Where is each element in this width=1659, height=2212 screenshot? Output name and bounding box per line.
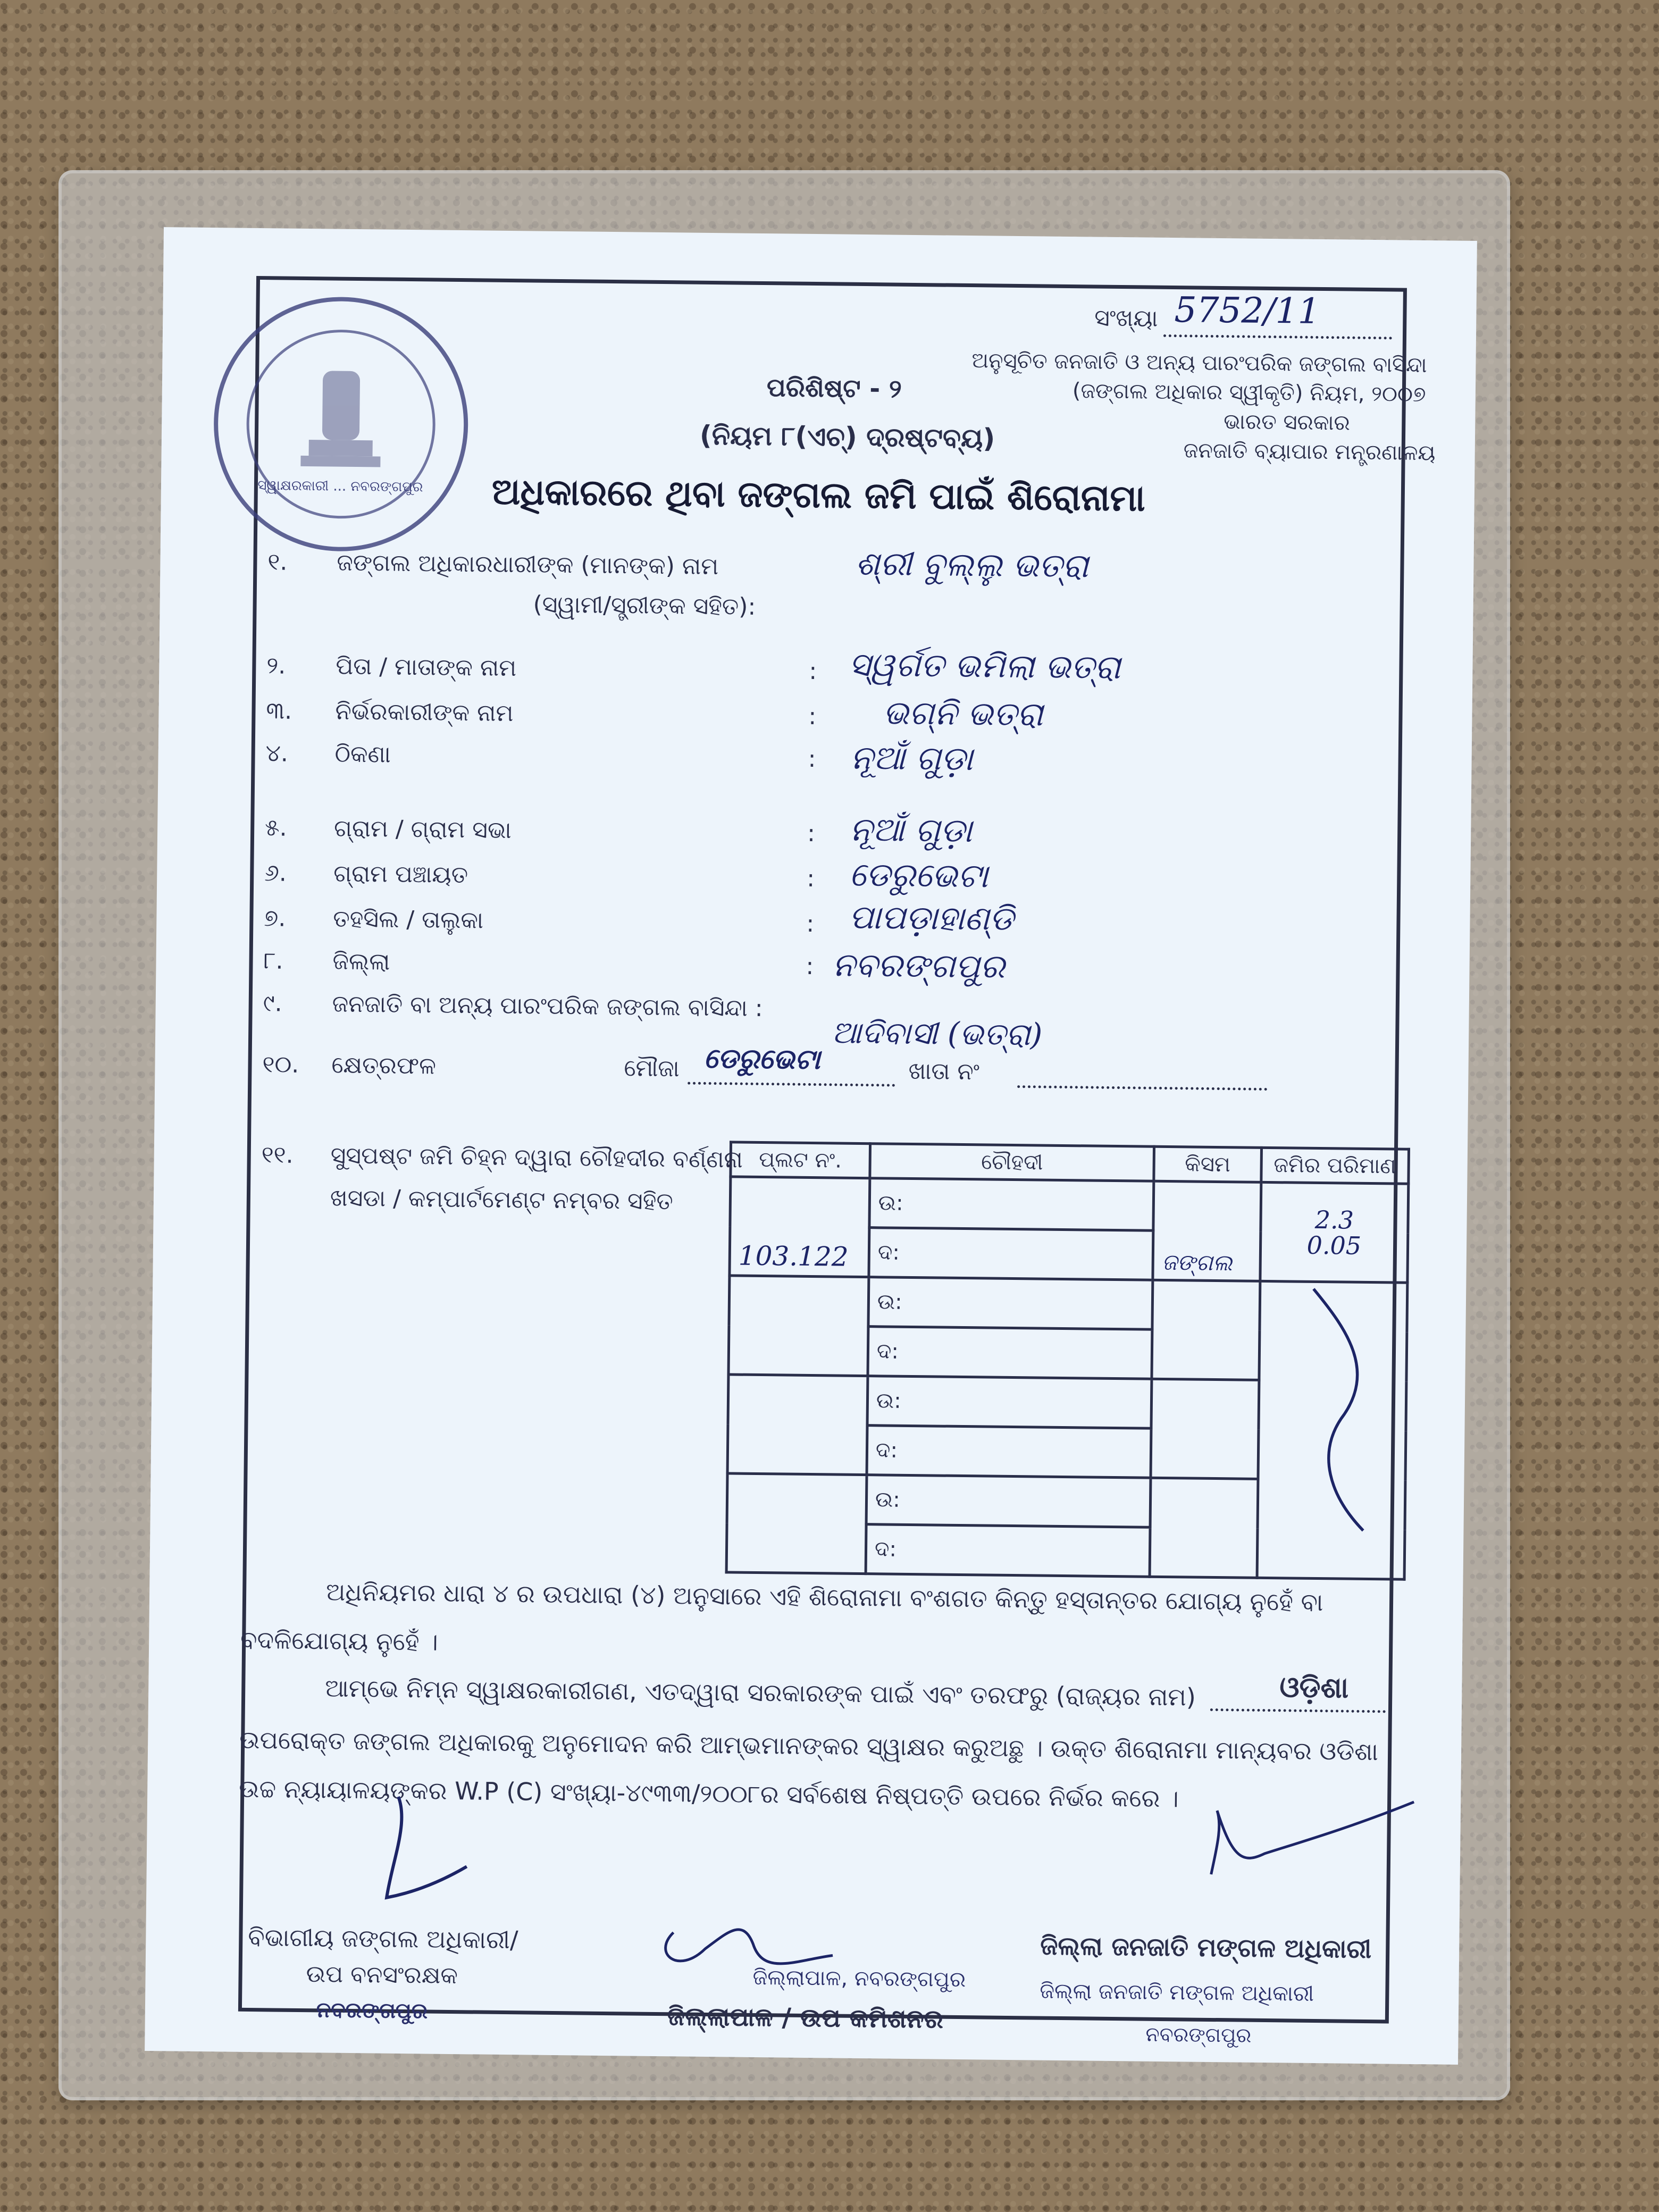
field-10-label: କ୍ଷେତ୍ରଫଳ bbox=[331, 1051, 437, 1080]
column-kisam: କିସମ bbox=[1154, 1146, 1261, 1182]
field-6-number: ୬. bbox=[264, 859, 287, 887]
field-2-number: ୨. bbox=[266, 652, 286, 680]
right-stamp-line-1: ଜିଲ୍ଲା ଜନଜାତି ମଙ୍ଗଳ ଅଧିକାରୀ bbox=[1040, 1979, 1314, 2006]
field-8-value: ନବରଙ୍ଗପୁର bbox=[832, 945, 1006, 986]
left-signatory-line-1: ବିଭାଗୀୟ ଜଙ୍ଗଲ ଅଧିକାରୀ/ bbox=[248, 1922, 518, 1955]
right-stamp-line-2: ନବରଙ୍ଗପୁର bbox=[1145, 2022, 1252, 2047]
khata-label: ଖାତା ନଂ bbox=[908, 1057, 980, 1086]
area-value-1: 2.3 bbox=[1314, 1205, 1354, 1235]
field-11-number: ୧୧. bbox=[261, 1141, 294, 1169]
paragraph-approval: ଉପରୋକ୍ତ ଜଙ୍ଗଲ ଅଧିକାରକୁ ଅନୁମୋଦନ କରି ଆମ୍ଭମାନଙ୍କର ସ୍ୱାକ୍ଷର କରୁଅଛୁ । ଉକ୍ତ ଶିରୋନାମା ମାନ୍ୟବର ଓଡିଶା ଉଚ୍ଚ ନ୍ୟାୟାଳୟଙ୍କର W.P (C) ସଂଖ୍ୟା-୪୯୩୩/୨୦୦୮ର ସର୍ବଶେଷ ନିଷ୍ପତ୍ତି ଉପରେ ନିର୍ଭର କରେ । bbox=[238, 1725, 1379, 1813]
field-5-colon: : bbox=[807, 819, 816, 848]
field-1-number: ୧. bbox=[267, 548, 288, 576]
seal-text: ସ୍ୱାକ୍ଷରକାରୀ ... ନବରଙ୍ଗପୁର bbox=[257, 477, 423, 496]
field-7-colon: : bbox=[806, 910, 815, 938]
north-cell: ଉ: bbox=[866, 1475, 1151, 1528]
field-4-colon: : bbox=[808, 745, 816, 773]
field-1-label-2: (ସ୍ୱାମୀ/ସ୍ତ୍ରୀଙ୍କ ସହିତ): bbox=[533, 591, 756, 621]
north-cell: ଉ: bbox=[869, 1178, 1154, 1231]
mouza-label: ମୌଜା bbox=[624, 1054, 680, 1083]
field-5-label: ଗ୍ରାମ / ଗ୍ରାମ ସଭା bbox=[333, 815, 512, 844]
column-plot: ପ୍ଲଟ ନଂ. bbox=[731, 1142, 870, 1178]
paragraph-inheritance: ଅଧିନିୟମର ଧାରା ୪ ର ଉପଧାରା (୪) ଅନୁସାରେ ଏହି ଶିରୋନାମା ବଂଶଗତ କିନ୍ତୁ ହସ୍ତାନ୍ତର ଯୋଗ୍ୟ ନୁହେଁ ବା ବଦଳିଯୋଗ୍ୟ ନୁହେଁ । bbox=[240, 1577, 1323, 1656]
state-name-value: ଓଡ଼ିଶା bbox=[1279, 1670, 1349, 1705]
field-3-colon: : bbox=[808, 702, 817, 731]
table-row bbox=[729, 1276, 1407, 1332]
mouza-value: ଡେରୁଭେଟା bbox=[703, 1042, 820, 1076]
pen-strike-mark-icon bbox=[1258, 1283, 1406, 1578]
middle-stamp-text: ଜିଲ୍ଲାପାଳ, ନବରଙ୍ଗପୁର bbox=[752, 1965, 966, 1992]
paragraph-approval-line: ଆମ୍ଭେ ନିମ୍ନ ସ୍ୱାକ୍ଷରକାରୀଗଣ, ଏତଦ୍ୱାରା ସରକାରଙ୍କ ପାଇଁ ଏବଂ ତରଫରୁ (ରାଜ୍ୟର ନାମ) bbox=[324, 1673, 1196, 1712]
boundary-table bbox=[725, 1141, 1410, 1562]
field-5-value: ନୂଆଁ ଗୁଡ଼ା bbox=[849, 809, 973, 850]
sankhya-value: 5752/11 bbox=[1174, 289, 1321, 332]
left-stamp-district: ନବରଙ୍ଗପୁର bbox=[316, 1998, 428, 2024]
field-7-label: ତହସିଲ / ତାଲୁକା bbox=[333, 905, 484, 934]
field-6-label: ଗ୍ରାମ ପଞ୍ଚାୟତ bbox=[333, 860, 468, 889]
field-6-value: ଡେରୁଭେଟା bbox=[849, 854, 988, 895]
field-2-value: ସ୍ୱର୍ଗତ ଭମିଲା ଭତ୍ରା bbox=[849, 644, 1121, 687]
act-line-3: ଭାରତ ସରକାର bbox=[1224, 409, 1351, 435]
field-11-label-1: ସୁସ୍ପଷ୍ଟ ଜମି ଚିହ୍ନ ଦ୍ୱାରା ଚୌହଦୀର ବର୍ଣ୍ଣନା bbox=[330, 1142, 743, 1174]
field-8-label: ଜିଲ୍ଲା bbox=[332, 948, 390, 976]
north-cell: ଉ: bbox=[867, 1376, 1152, 1429]
document-frame bbox=[238, 276, 1436, 2047]
field-7-value: ପାପଡ଼ାହାଣ୍ଡି bbox=[849, 897, 1014, 938]
field-1-label: ଜଙ୍ଗଲ ଅଧିକାରଧାରୀଙ୍କ (ମାନଙ୍କ) ନାମ bbox=[337, 549, 719, 581]
south-cell: ଦ: bbox=[866, 1524, 1150, 1577]
field-7-number: ୭. bbox=[264, 904, 286, 932]
field-11-label-2: ଖସଡା / କମ୍ପାର୍ଟମେଣ୍ଟ ନମ୍ବର ସହିତ bbox=[330, 1184, 674, 1216]
sankhya-label: ସଂଖ୍ୟା bbox=[1094, 304, 1158, 332]
annex-heading: ପରିଶିଷ୍ଟ - ୨ bbox=[766, 373, 902, 404]
field-5-number: ୫. bbox=[264, 814, 287, 842]
field-10-number: ୧୦. bbox=[262, 1051, 299, 1078]
left-signatory-line-2: ଉପ ବନସଂରକ୍ଷକ bbox=[306, 1960, 458, 1990]
middle-signatory-title: ଜିଲ୍ଲାପାଳ / ଉପ କମିଶନର bbox=[667, 2001, 944, 2034]
field-2-colon: : bbox=[809, 657, 817, 685]
rule-reference: (ନିୟମ ୮(ଏଚ୍) ଦ୍ରଷ୍ଟବ୍ୟ) bbox=[699, 420, 995, 454]
signature-right-icon bbox=[1200, 1795, 1425, 1898]
south-cell: ଦ: bbox=[869, 1228, 1153, 1280]
field-8-number: ୮. bbox=[263, 947, 283, 975]
field-3-label: ନିର୍ଭରକାରୀଙ୍କ ନାମ bbox=[335, 698, 514, 727]
act-line-4: ଜନଜାତି ବ୍ୟାପାର ମନ୍ତ୍ରଣାଳୟ bbox=[1183, 438, 1436, 466]
document-page bbox=[145, 227, 1477, 2065]
field-4-value: ନୂଆଁ ଗୁଡ଼ା bbox=[850, 738, 974, 778]
south-cell: ଦ: bbox=[868, 1327, 1152, 1379]
page-title: ଅଧିକାରରେ ଥିବା ଜଙ୍ଗଲ ଜମି ପାଇଁ ଶିରୋନାମା bbox=[491, 471, 1146, 520]
south-cell: ଦ: bbox=[867, 1426, 1151, 1478]
act-line-1: ଅନୁସୂଚିତ ଜନଜାତି ଓ ଅନ୍ୟ ପାରଂପରିକ ଜଙ୍ଗଲ ବାସିନ୍ଦା bbox=[971, 348, 1427, 378]
field-9-label: ଜନଜାତି ବା ଅନ୍ୟ ପାରଂପରିକ ଜଙ୍ଗଲ ବାସିନ୍ଦା : bbox=[332, 990, 763, 1023]
field-4-number: ୪. bbox=[265, 740, 289, 767]
act-line-2: (ଜଙ୍ଗଲ ଅଧିକାର ସ୍ୱୀକୃତି) ନିୟମ, ୨୦୦୭ bbox=[1072, 379, 1426, 407]
official-seal-icon bbox=[207, 290, 475, 558]
signature-left-icon bbox=[365, 1791, 473, 1920]
column-land-area: ଜମିର ପରିମାଣ bbox=[1261, 1147, 1409, 1184]
field-6-colon: : bbox=[806, 865, 815, 893]
right-signatory-title: ଜିଲ୍ଲା ଜନଜାତି ମଙ୍ଗଳ ଅଧିକାରୀ bbox=[1040, 1931, 1372, 1965]
field-9-value: ଆଦିବାସୀ (ଭତ୍ରା) bbox=[831, 1014, 1043, 1053]
kisam-value: ଜଙ୍ଗଲ bbox=[1161, 1249, 1233, 1276]
field-4-label: ଠିକଣା bbox=[334, 740, 391, 768]
table-row bbox=[730, 1177, 1409, 1233]
plot-number-value: 103.122 bbox=[738, 1240, 849, 1272]
field-8-colon: : bbox=[806, 952, 814, 981]
field-3-number: ୩. bbox=[266, 697, 292, 725]
field-2-label: ପିତା / ମାତାଙ୍କ ନାମ bbox=[336, 652, 517, 682]
field-1-value: ଶ୍ରୀ ବୁଲ୍ଲୁ ଭତ୍ରା bbox=[855, 543, 1089, 585]
area-value-2: 0.05 bbox=[1306, 1230, 1362, 1260]
column-boundary: ଚୌହଦୀ bbox=[870, 1144, 1154, 1182]
field-3-value: ଭଗ୍ନି ଭତ୍ରା bbox=[883, 693, 1044, 734]
khata-dotted-line bbox=[1017, 1064, 1267, 1091]
field-9-number: ୯. bbox=[263, 990, 282, 1017]
north-cell: ଉ: bbox=[868, 1277, 1153, 1330]
